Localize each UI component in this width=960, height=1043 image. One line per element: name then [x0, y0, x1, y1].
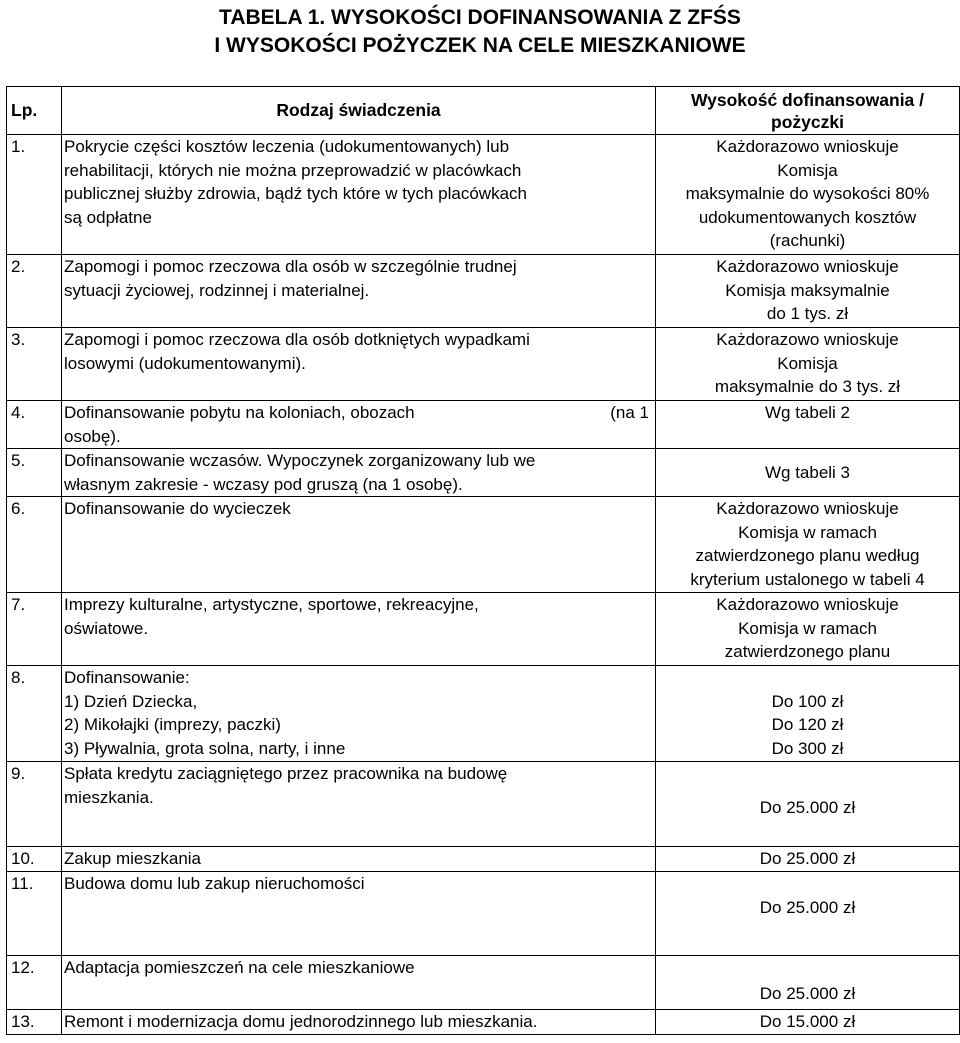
row-lp: 10.: [7, 847, 62, 872]
desc-line: Zapomogi i pomoc rzeczowa dla osób w szczególnie trudnej: [64, 257, 517, 276]
value-line: Do 25.000 zł: [759, 983, 856, 1003]
value-line: zatwierdzonego planu: [724, 642, 891, 661]
row-value: [656, 449, 960, 497]
desc-line: oświatowe.: [64, 618, 149, 638]
desc-line: 2) Mikołajki (imprezy, paczki): [64, 715, 281, 734]
value-line: udokumentowanych kosztów: [698, 207, 917, 227]
value-line: do 1 tys. zł: [766, 304, 849, 323]
value-line: Komisja w ramach: [738, 522, 877, 542]
row-value: [656, 328, 960, 401]
desc-line: Budowa domu lub zakup nieruchomości: [64, 874, 365, 893]
desc-line: są odpłatne: [64, 207, 152, 227]
title-line-2: I WYSOKOŚCI POŻYCZEK NA CELE MIESZKANIOWE: [214, 34, 746, 57]
row-value: [656, 593, 960, 666]
table-row: [7, 847, 960, 872]
header-type: [62, 87, 656, 135]
row-value: [656, 956, 960, 1010]
header-amount-line-2: pożyczki: [771, 111, 844, 132]
desc-line: 3) Pływalnia, grota solna, narty, i inne: [64, 738, 346, 758]
desc-line: Dofinansowanie do wycieczek: [64, 499, 291, 518]
row-value: [656, 1010, 960, 1035]
value-line: Do 25.000 zł: [759, 897, 856, 917]
value-spacer: [656, 872, 959, 896]
value-line: kryterium ustalonego w tabeli 4: [690, 569, 925, 589]
desc-line: publicznej służby zdrowia, bądź tych które w tych placówkach: [64, 184, 527, 203]
row-value: [656, 666, 960, 762]
value-line: Do 120 zł: [771, 715, 844, 734]
row-value: [656, 872, 960, 956]
desc-line: [64, 401, 649, 425]
table-row: [7, 255, 960, 328]
row-lp: 6.: [7, 497, 62, 593]
row-description: [62, 593, 656, 666]
value-spacer: [656, 786, 959, 796]
desc-line: Zakup mieszkania: [64, 849, 202, 868]
value-line: Każdorazowo wnioskuje: [716, 330, 899, 349]
header-amount: [656, 87, 960, 135]
value-line: Każdorazowo wnioskuje: [716, 499, 899, 518]
value-line: Do 100 zł: [771, 691, 844, 711]
table-row: [7, 956, 960, 1010]
desc-line: 1) Dzień Dziecka,: [64, 691, 198, 711]
row-description: [62, 762, 656, 847]
desc-line: Zapomogi i pomoc rzeczowa dla osób dotkniętych wypadkami: [64, 330, 530, 349]
row-description: [62, 328, 656, 401]
row-value: [656, 255, 960, 328]
desc-line: sytuacji życiowej, rodzinnej i materialnej.: [64, 280, 370, 300]
desc-fragment: Dofinansowanie pobytu na koloniach, obozach: [64, 403, 415, 422]
value-line: Do 25.000 zł: [759, 849, 856, 868]
row-lp: 3.: [7, 328, 62, 401]
desc-line: osobę).: [64, 426, 121, 446]
table-row: [7, 593, 960, 666]
row-value: [656, 847, 960, 872]
row-description: [62, 872, 656, 956]
row-lp: 7.: [7, 593, 62, 666]
row-description: [62, 1010, 656, 1035]
row-description: [62, 449, 656, 497]
table-row: [7, 666, 960, 762]
value-line: Każdorazowo wnioskuje: [716, 137, 899, 156]
value-line: Każdorazowo wnioskuje: [716, 595, 899, 614]
value-line: Do 15.000 zł: [759, 1012, 856, 1031]
value-line: Każdorazowo wnioskuje: [716, 257, 899, 276]
row-lp: 13.: [7, 1010, 62, 1035]
table-row: [7, 135, 960, 255]
desc-line: Imprezy kulturalne, artystyczne, sportowe, rekreacyjne,: [64, 595, 479, 614]
row-lp: 8.: [7, 666, 62, 762]
desc-line: Remont i modernizacja domu jednorodzinnego lub mieszkania.: [64, 1012, 538, 1031]
desc-line: własnym zakresie - wczasy pod gruszą (na 1 osobę).: [64, 474, 463, 494]
row-description: [62, 497, 656, 593]
header-type-text: Rodzaj świadczenia: [276, 99, 441, 120]
row-value: [656, 497, 960, 593]
value-line: maksymalnie do 3 tys. zł: [714, 377, 901, 396]
value-line: maksymalnie do wysokości 80%: [685, 184, 930, 203]
desc-line: mieszkania.: [64, 787, 154, 807]
row-value: [656, 762, 960, 847]
value-spacer: [656, 762, 959, 786]
row-description: [62, 135, 656, 255]
desc-line: losowymi (udokumentowanymi).: [64, 353, 306, 373]
row-lp: 2.: [7, 255, 62, 328]
benefits-table: [6, 86, 960, 1035]
table-row: [7, 401, 960, 449]
row-description: [62, 255, 656, 328]
value-spacer: [656, 666, 959, 690]
header-lp-text: Lp.: [11, 99, 38, 120]
value-line: Wg tabeli 2: [764, 403, 851, 422]
table-row: [7, 1010, 960, 1035]
row-description: [62, 956, 656, 1010]
row-lp: 5.: [7, 449, 62, 497]
table-row: [7, 449, 960, 497]
value-line: Komisja w ramach: [738, 618, 877, 638]
row-lp: 1.: [7, 135, 62, 255]
desc-line: Dofinansowanie wczasów. Wypoczynek zorganizowany lub we: [64, 451, 536, 470]
row-description: [62, 847, 656, 872]
row-lp: 12.: [7, 956, 62, 1010]
row-lp: 4.: [7, 401, 62, 449]
table-row: [7, 328, 960, 401]
desc-line: rehabilitacji, których nie można przeprowadzić w placówkach: [64, 160, 522, 180]
header-lp: [7, 87, 62, 135]
title-line-1: TABELA 1. WYSOKOŚCI DOFINANSOWANIA Z ZFŚS: [219, 6, 741, 29]
document-title: [0, 4, 960, 60]
value-line: Komisja maksymalnie: [725, 280, 890, 300]
value-line: Wg tabeli 3: [764, 462, 851, 482]
value-line: Komisja: [777, 160, 838, 180]
row-value: [656, 401, 960, 449]
row-value: [656, 135, 960, 255]
desc-line: Adaptacja pomieszczeń na cele mieszkaniowe: [64, 958, 415, 977]
value-line: Komisja: [777, 353, 838, 373]
value-line: Do 300 zł: [771, 738, 844, 758]
table-row: [7, 497, 960, 593]
row-lp: 9.: [7, 762, 62, 847]
value-line: Do 25.000 zł: [759, 797, 856, 817]
table-row: [7, 872, 960, 956]
row-description: [62, 401, 656, 449]
table-header-row: [7, 87, 960, 135]
table-row: [7, 762, 960, 847]
desc-line: Spłata kredytu zaciągniętego przez pracownika na budowę: [64, 764, 508, 783]
desc-fragment: (na 1: [610, 403, 649, 422]
desc-line: Dofinansowanie:: [64, 668, 190, 687]
row-lp: 11.: [7, 872, 62, 956]
row-description: [62, 666, 656, 762]
value-line: zatwierdzonego planu według: [695, 546, 920, 565]
desc-line: Pokrycie części kosztów leczenia (udokumentowanych) lub: [64, 137, 510, 156]
header-amount-line-1: Wysokość dofinansowania /: [690, 89, 925, 110]
value-line: (rachunki): [769, 231, 846, 250]
